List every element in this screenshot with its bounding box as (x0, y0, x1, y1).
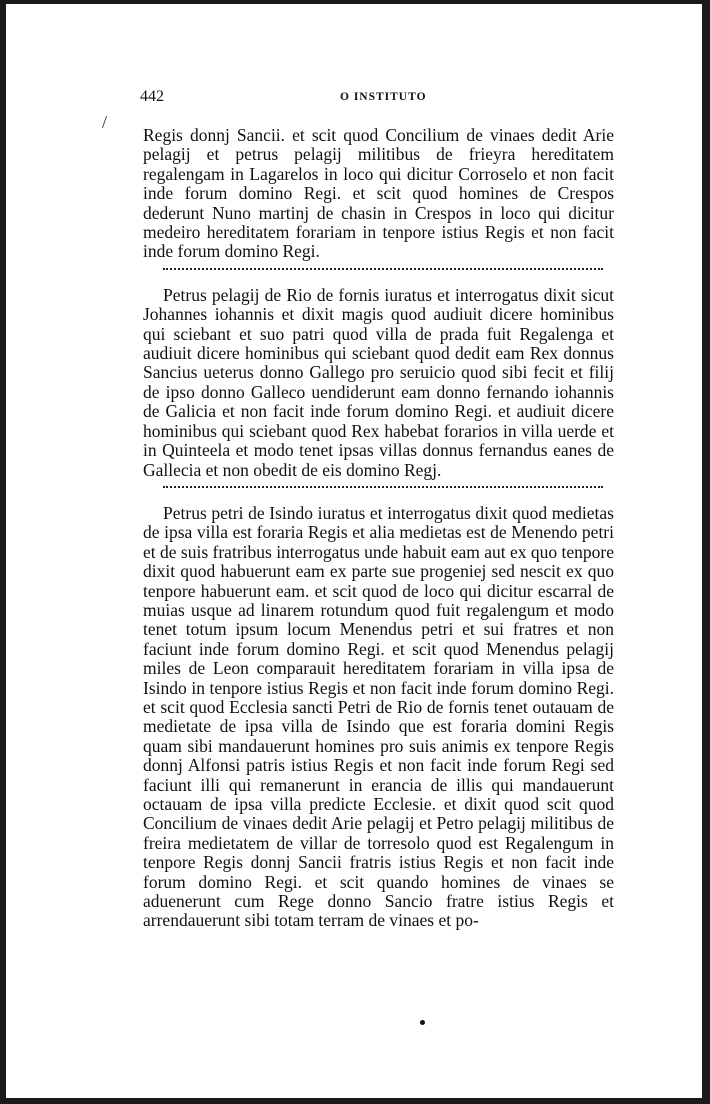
bottom-dot-mark (420, 1020, 425, 1025)
paragraph-2: Petrus pelagij de Rio de fornis iuratus et interrogatus dixit sicut Johannes iohannis et dixit magis quod audiuit dicere hominibus qui sciebant et suo patri quod villa de prada fuit Regalenga et audiuit dicere hominibus qui sciebant quod dedit eam Rex donnus Sancius ueterus donno Gallego pro seruicio quod sibi fecit et filij de ipso donno Galleco uendiderunt eam donno fernando iohannis de Galicia et non facit inde forum domino Regi. et audiuit dicere hominibus qui sciebant quod Rex habebat forarios in villa uerde et in Quinteela et modo tenet ipsas villas donnus fernandus eanes de Gallecia et non obedit de eis domino Regj. (143, 284, 614, 480)
running-head: O INSTITUTO (340, 91, 427, 103)
margin-mark: / (102, 112, 108, 132)
ellipsis-separator (163, 486, 603, 498)
paragraph-3: Petrus petri de Isindo iuratus et interrogatus dixit quod medietas de ipsa villa est foraria Regis et alia medietas est de Menendo petri et de suis fratribus interrogatus unde habuit eam aut ex quo tenpore dixit quod habuerunt eam ex parte sue progeniej sed nescit ex quo tenpore habuerunt eam. et scit quod de loco qui dicitur escarral de muias usque ad linarem rotundum quod fuit regalengum et modo tenet totum ipsum locum Menendus petri et sui fratres et non faciunt inde forum domino Regi. et scit quod Menendus pelagij miles de Leon comparauit hereditatem forariam in villa ipsa de Isindo in tenpore istius Regis et non facit inde forum domino Regi. et scit quod Ecclesia sancti Petri de Rio de fornis tenet outauam de medietate de ipsa villa de Isindo que est foraria domini Regis quam sibi mandauerunt homines pro suis animis ex tenpore Regis donnj Alfonsi patris istius Regis et non facit inde forum Regi sed faciunt illi qui remanerunt in erancia de illis qui mandauerunt octauam de ipsa villa predicte Ecclesie. et dixit quod scit quod Concilium de vinaes dedit Arie pelagij et Petro pelagij militibus de freira medietatem de villar de torresolo quod est Regalengum in tenpore Regis donnj Sancii fratris istius Regis et non facit inde forum domino Regi. et scit quando homines de vinaes se aduenerunt cum Rege donno Sancio fratre istius Regis et arrendauerunt sibi totam terram de vinaes et po- (143, 502, 614, 931)
paragraph-1: Regis donnj Sancii. et scit quod Concilium de vinaes dedit Arie pelagij et petrus pelagij militibus de frieyra hereditatem regalengam in Lagarelos in loco qui dicitur Corroselo et non facit inde forum domino Regi. et scit quod homines de Crespos dederunt Nuno martinj de chasin in Crespos in loco qui dicitur medeiro hereditatem forariam in tenpore istius Regis et non facit inde forum domino Regi. (143, 125, 614, 262)
page-header (140, 88, 606, 110)
page-number: 442 (140, 88, 164, 105)
ellipsis-separator (163, 268, 603, 280)
text-body (143, 126, 614, 931)
